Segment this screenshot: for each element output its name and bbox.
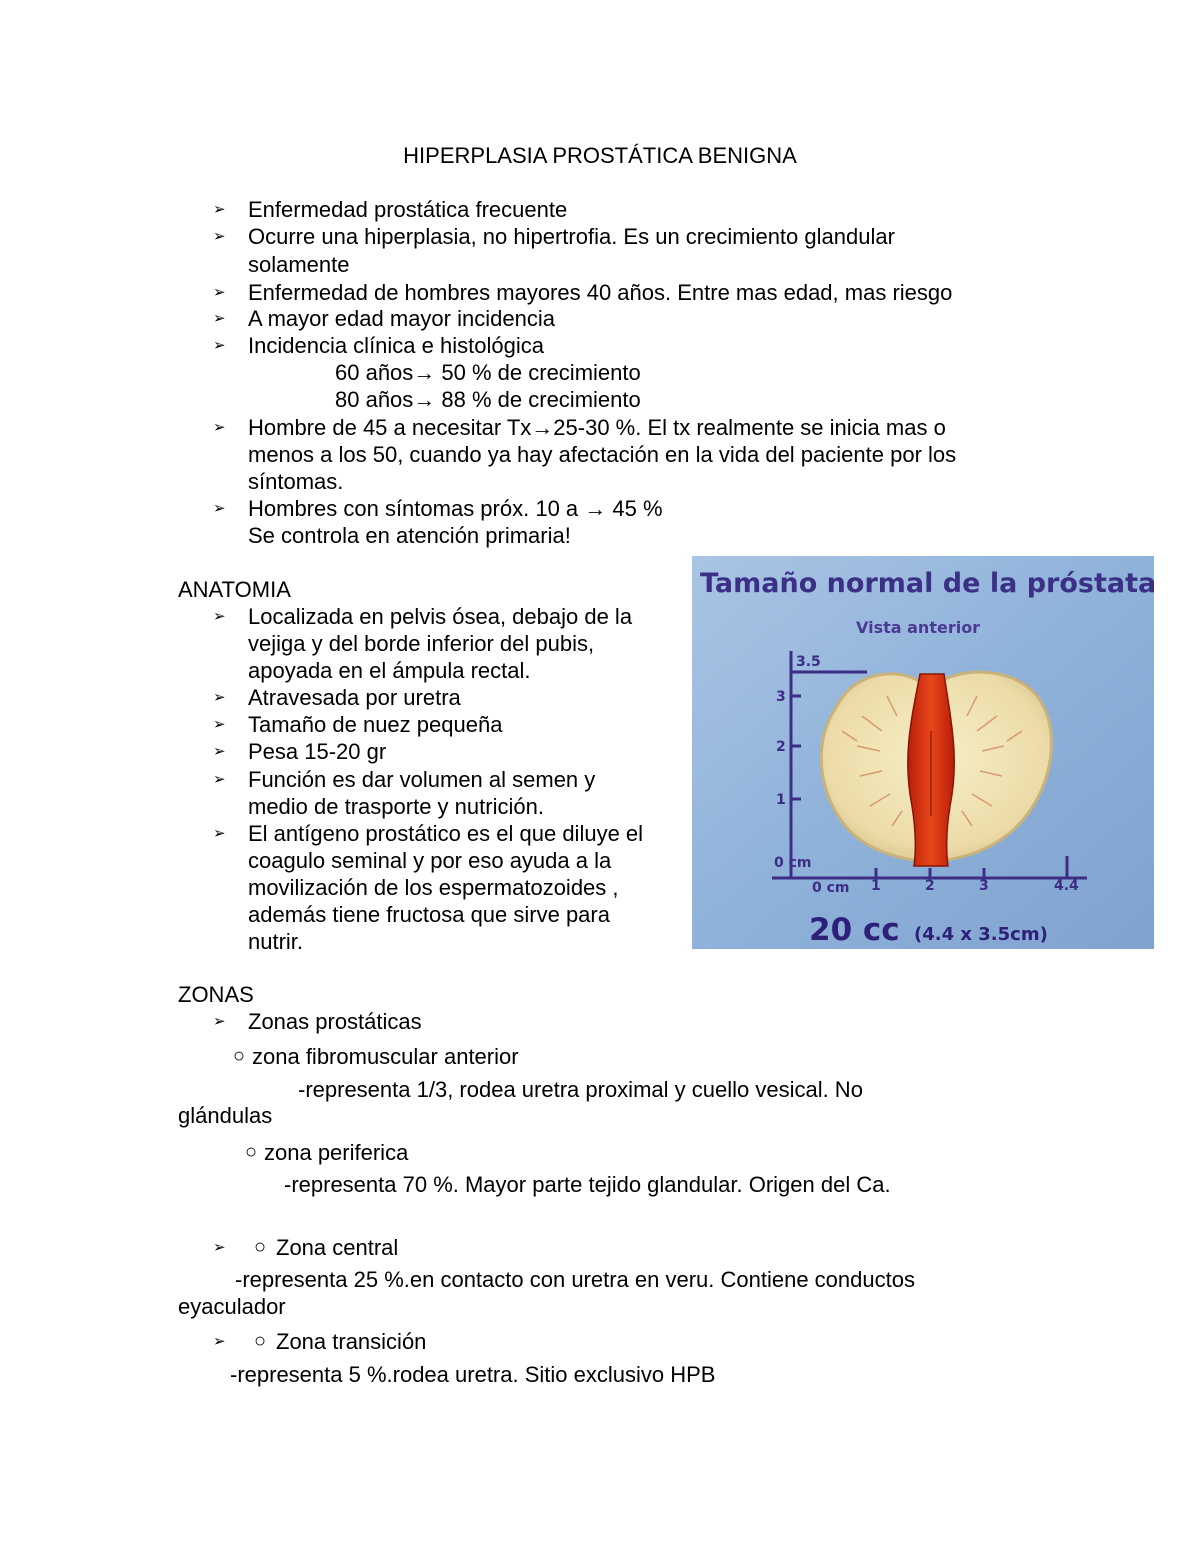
- intro-line: Hombres con síntomas próx. 10 a → 45 %: [248, 496, 663, 521]
- bullet-icon: ➢: [213, 310, 226, 327]
- bullet-icon: ➢: [213, 1239, 226, 1256]
- bullet-icon: ➢: [213, 689, 226, 706]
- zonas-line: glándulas: [178, 1103, 273, 1128]
- section-heading-zonas: ZONAS: [178, 982, 254, 1007]
- x-tick-label: 4.4: [1054, 878, 1079, 894]
- intro-line: solamente: [248, 252, 350, 277]
- anatomia-line: Pesa 15-20 gr: [248, 739, 387, 764]
- y-tick-label: 2: [776, 739, 786, 755]
- bullet-icon: ➢: [213, 1333, 226, 1350]
- intro-line: Ocurre una hiperplasia, no hipertrofia. Es un crecimiento glandular: [248, 224, 895, 249]
- anatomia-line: coagulo seminal y por eso ayuda a la: [248, 848, 612, 873]
- bullet-icon: ➢: [213, 201, 226, 218]
- anatomia-line: El antígeno prostático es el que diluye el: [248, 821, 644, 846]
- zonas-line: zona fibromuscular anterior: [252, 1044, 519, 1069]
- zonas-line: -representa 5 %.rodea uretra. Sitio exclusivo HPB: [230, 1362, 716, 1387]
- x-tick-label: 1: [871, 878, 881, 894]
- bullet-icon: ➢: [213, 825, 226, 842]
- zonas-line: zona periferica: [264, 1140, 409, 1165]
- anatomia-line: apoyada en el ámpula rectal.: [248, 658, 531, 683]
- anatomia-line: Localizada en pelvis ósea, debajo de la: [248, 604, 633, 629]
- zonas-line: -representa 70 %. Mayor parte tejido glandular. Origen del Ca.: [284, 1172, 891, 1197]
- intro-line: Incidencia clínica e histológica: [248, 333, 544, 358]
- circle-bullet-icon: ○: [245, 1141, 258, 1163]
- bullet-icon: ➢: [213, 337, 226, 354]
- anatomia-line: vejiga y del borde inferior del pubis,: [248, 631, 595, 656]
- intro-line: Hombre de 45 a necesitar Tx→25-30 %. El tx realmente se inicia mas o: [248, 415, 946, 440]
- anatomia-line: además tiene fructosa que sirve para: [248, 902, 610, 927]
- bullet-icon: ➢: [213, 716, 226, 733]
- prostate-figure-svg: [692, 556, 1154, 949]
- intro-line: 80 años→ 88 % de crecimiento: [335, 387, 641, 412]
- bullet-icon: ➢: [213, 771, 226, 788]
- intro-line: menos a los 50, cuando ya hay afectación en la vida del paciente por los: [248, 442, 957, 467]
- y-tick-label: 1: [776, 792, 786, 808]
- figure-subtitle: Vista anterior: [856, 618, 981, 637]
- zonas-line: Zonas prostáticas: [248, 1009, 422, 1034]
- bullet-icon: ➢: [213, 284, 226, 301]
- x-tick-label: 2: [925, 878, 935, 894]
- bullet-icon: ➢: [213, 608, 226, 625]
- anatomia-line: Tamaño de nuez pequeña: [248, 712, 503, 737]
- intro-line: Se controla en atención primaria!: [248, 523, 571, 548]
- section-heading-anatomia: ANATOMIA: [178, 577, 291, 602]
- zonas-line: -representa 1/3, rodea uretra proximal y cuello vesical. No: [298, 1077, 863, 1102]
- size-label: 20 cc: [809, 912, 900, 948]
- x-tick-label: 3: [979, 878, 989, 894]
- anatomia-line: Función es dar volumen al semen y: [248, 767, 596, 792]
- circle-bullet-icon: ○: [233, 1045, 246, 1067]
- page-title: HIPERPLASIA PROSTÁTICA BENIGNA: [403, 143, 797, 168]
- zonas-line: -representa 25 %.en contacto con uretra en veru. Contiene conductos: [235, 1267, 915, 1292]
- circle-bullet-icon: ○: [254, 1330, 267, 1352]
- anatomia-line: medio de trasporte y nutrición.: [248, 794, 544, 819]
- zonas-line: eyaculador: [178, 1294, 286, 1319]
- intro-line: A mayor edad mayor incidencia: [248, 306, 555, 331]
- prostate-figure: [692, 556, 1154, 949]
- anatomia-line: nutrir.: [248, 929, 304, 954]
- x-tick-label: 0 cm: [812, 880, 850, 896]
- circle-bullet-icon: ○: [254, 1236, 267, 1258]
- y-tick-label: 0 cm: [774, 855, 812, 871]
- anatomia-line: movilización de los espermatozoides ,: [248, 875, 619, 900]
- figure-title: Tamaño normal de la próstata: [700, 568, 1154, 599]
- bullet-icon: ➢: [213, 228, 226, 245]
- bullet-icon: ➢: [213, 500, 226, 517]
- intro-line: 60 años→ 50 % de crecimiento: [335, 360, 641, 385]
- bullet-icon: ➢: [213, 743, 226, 760]
- bullet-icon: ➢: [213, 419, 226, 436]
- anatomia-line: Atravesada por uretra: [248, 685, 461, 710]
- y-tick-label: 3.5: [796, 654, 821, 670]
- bullet-icon: ➢: [213, 1013, 226, 1030]
- zonas-line: Zona transición: [276, 1329, 427, 1354]
- zonas-line: Zona central: [276, 1235, 399, 1260]
- dimensions-label: (4.4 x 3.5cm): [914, 924, 1048, 945]
- intro-line: Enfermedad de hombres mayores 40 años. Entre mas edad, mas riesgo: [248, 280, 953, 305]
- y-tick-label: 3: [776, 689, 786, 705]
- intro-line: síntomas.: [248, 469, 344, 494]
- intro-line: Enfermedad prostática frecuente: [248, 197, 568, 222]
